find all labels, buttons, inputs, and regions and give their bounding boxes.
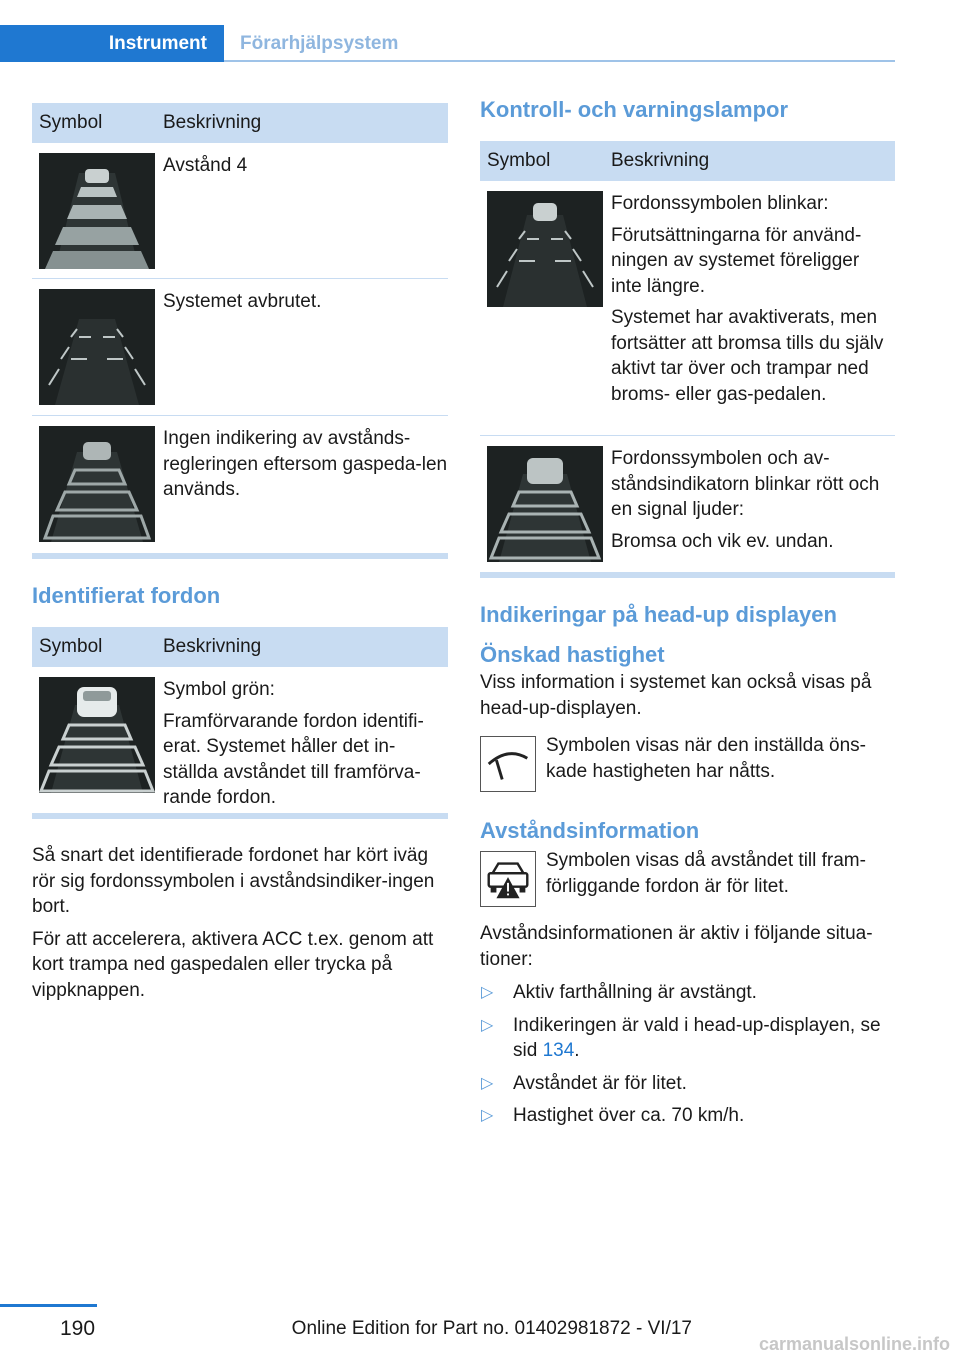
table-header xyxy=(32,103,448,143)
row-description: Avstånd 4 xyxy=(163,155,248,176)
paragraph: Symbolen visas då avståndet till fram-förliggande fordon är för litet. xyxy=(546,850,866,897)
distance-4-icon xyxy=(39,153,155,269)
col-description: Beskrivning xyxy=(163,112,262,133)
table-row xyxy=(32,143,448,279)
left-column xyxy=(32,103,448,1003)
system-interrupted-icon xyxy=(39,289,155,405)
subtitle-distance-info: Avståndsinformation xyxy=(480,818,700,843)
row-description: Fordonssymbolen blinkar: Förutsättningarna för använd-ningen av systemet föreligger inte längre. Systemet har avaktiverats, men fortsätter att bromsa tills du själv aktivt tar över och trampar ned broms- eller gas-pedalen. xyxy=(611,193,884,405)
section-title-identified: Identifierat fordon xyxy=(32,583,221,608)
col-symbol: Symbol xyxy=(39,112,103,133)
row-description: Symbol grön: Framförvarande fordon identifi-erat. Systemet håller det in-ställda avståndet till framförva-rande fordon. xyxy=(163,679,424,808)
distance-warning-icon xyxy=(480,851,536,907)
col-symbol: Symbol xyxy=(487,150,551,171)
page-number: 190 xyxy=(60,1317,96,1340)
identified-vehicle-table xyxy=(32,627,448,819)
body-text xyxy=(32,843,448,1003)
warning-lamp-table xyxy=(480,141,895,578)
vehicle-identified-icon xyxy=(39,677,155,793)
speed-symbol-row xyxy=(480,733,895,792)
table-row xyxy=(32,279,448,416)
paragraph: Så snart det identifierade fordonet har kört iväg rör sig fordonssymbolen i avståndsindiker-ingen bort. xyxy=(32,845,435,917)
no-distance-control-icon xyxy=(39,426,155,542)
paragraph: Viss information i systemet kan också visas på head-up-displayen. xyxy=(480,672,872,719)
right-column xyxy=(480,97,895,1136)
subtitle-desired-speed: Önskad hastighet xyxy=(480,642,665,667)
col-symbol: Symbol xyxy=(39,636,103,657)
paragraph: För att accelerera, aktivera ACC t.ex. genom att kort trampa ned gaspedalen eller trycka på vippknappen. xyxy=(32,928,434,1001)
bullet-triangle-icon: ▷ xyxy=(481,1016,494,1034)
speedometer-icon xyxy=(480,736,536,792)
distance-symbol-row xyxy=(480,848,895,907)
chapter-tabs xyxy=(0,25,895,62)
bullet-triangle-icon: ▷ xyxy=(481,1074,494,1092)
table-end-bar xyxy=(480,572,895,578)
page-link[interactable]: 134 xyxy=(542,1040,575,1061)
tab-driver-assistance[interactable]: Förarhjälpsystem xyxy=(240,32,399,54)
table-header xyxy=(32,627,448,667)
list-item: ▷ Avståndet är för litet. xyxy=(480,1071,895,1097)
table-row xyxy=(480,436,895,572)
footer-accent-line xyxy=(0,1304,97,1307)
vehicle-distance-red-icon xyxy=(487,446,603,562)
list-item: ▷ Indikeringen är vald i head-up-displayen, se sid 134. xyxy=(480,1013,895,1064)
paragraph: Avståndsinformationen är aktiv i följande situa-tioner: xyxy=(480,923,873,970)
row-description: Ingen indikering av avstånds-regleringen eftersom gaspeda-len används. xyxy=(163,428,448,500)
vehicle-blinking-icon xyxy=(487,191,603,307)
section-title-warning-lamps: Kontroll- och varningslampor xyxy=(480,97,789,122)
row-description: Systemet avbrutet. xyxy=(163,291,322,312)
table-end-bar xyxy=(32,553,448,559)
col-description: Beskrivning xyxy=(611,150,710,171)
list-item: ▷ Hastighet över ca. 70 km/h. xyxy=(480,1103,895,1129)
col-description: Beskrivning xyxy=(163,636,262,657)
table-row xyxy=(32,416,448,553)
tab-underline xyxy=(224,60,895,62)
table-row xyxy=(480,181,895,436)
distance-symbol-table xyxy=(32,103,448,559)
table-row xyxy=(32,667,448,813)
watermark: carmanualsonline.info xyxy=(758,1334,950,1354)
edition-text: Online Edition for Part no. 01402981872 - VI/17 xyxy=(291,1318,692,1339)
section-title-hud: Indikeringar på head-up displayen xyxy=(480,602,837,627)
table-end-bar xyxy=(32,813,448,819)
bullet-triangle-icon: ▷ xyxy=(481,1107,494,1124)
bullet-triangle-icon: ▷ xyxy=(481,984,494,1001)
situations-list xyxy=(480,980,895,1129)
paragraph: Symbolen visas när den inställda öns-kade hastigheten har nåtts. xyxy=(546,735,867,782)
row-description: Fordonssymbolen och av-ståndsindikatorn blinkar rött och en signal ljuder: Bromsa och vik ev. undan. xyxy=(611,448,880,552)
tab-instrument[interactable]: Instrument xyxy=(0,25,224,62)
table-header xyxy=(480,141,895,181)
list-item: ▷ Aktiv farthållning är avstängt. xyxy=(480,980,895,1006)
